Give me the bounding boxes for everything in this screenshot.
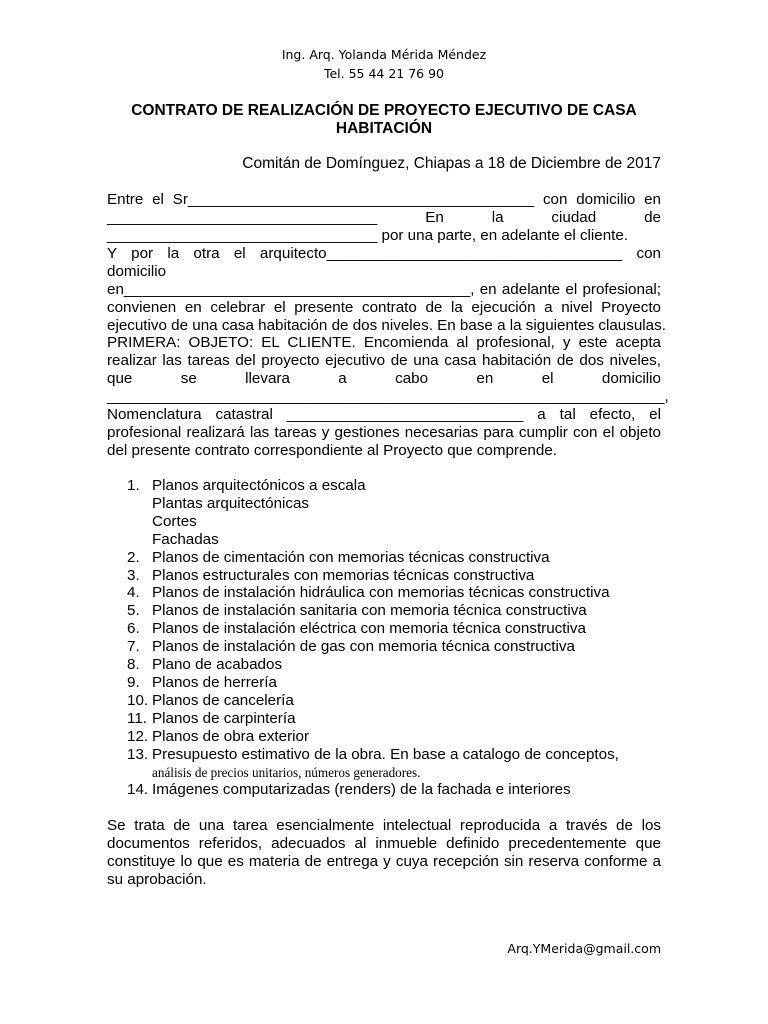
list-subitem: Fachadas bbox=[152, 530, 219, 548]
list-text: Planos de instalación sanitaria con memoria técnica constructiva bbox=[152, 602, 587, 620]
contact-email: Arq.YMerida@gmail.com bbox=[507, 941, 661, 956]
primera-line-2: realizar las tareas del proyecto ejecutivo de una casa habitación de dos niveles, bbox=[107, 352, 661, 369]
parties-line-7: ejecutivo de una casa habitación de dos niveles. En base a la siguientes clausulas. bbox=[107, 317, 666, 334]
list-text: Planos estructurales con memorias técnicas constructiva bbox=[152, 566, 535, 584]
primera-line-4: __________________________________________________________________, bbox=[107, 388, 669, 405]
clause-primera bbox=[107, 334, 669, 460]
list-number: 8. bbox=[127, 656, 140, 674]
list-item bbox=[107, 584, 661, 602]
list-number: 2. bbox=[127, 548, 140, 566]
title-line-2: HABITACIÓN bbox=[335, 120, 433, 137]
list-text: Plano de acabados bbox=[152, 656, 283, 674]
parties-line-5: en_________________________________________, en adelante el profesional; bbox=[107, 281, 661, 298]
list-number: 10. bbox=[127, 691, 149, 709]
list-text: Presupuesto estimativo de la obra. En base a catalogo de conceptos, bbox=[152, 745, 619, 763]
list-item bbox=[107, 674, 661, 692]
list-number: 12. bbox=[127, 727, 149, 745]
list-subitem: Cortes bbox=[152, 512, 197, 530]
list-item bbox=[107, 692, 661, 710]
list-text: Planos de instalación eléctrica con memoria técnica constructiva bbox=[152, 620, 586, 638]
list-number: 13. bbox=[127, 745, 149, 763]
parties-line-6: convienen en celebrar el presente contrato de la ejecución a nivel Proyecto bbox=[107, 299, 661, 316]
list-subitem: análisis de precios unitarios, números generadores. bbox=[152, 764, 421, 780]
deliverables-list bbox=[107, 477, 661, 799]
primera-line-6: profesional realizará las tareas y gestiones necesarias para cumplir con el objeto bbox=[107, 424, 661, 441]
list-number: 4. bbox=[127, 584, 140, 602]
list-item bbox=[107, 567, 661, 585]
list-text: Planos de cimentación con memorias técnicas constructiva bbox=[152, 548, 550, 566]
primera-line-7: del presente contrato correspondiente al Proyecto que comprende. bbox=[107, 442, 557, 459]
list-number: 14. bbox=[127, 781, 149, 799]
closing-paragraph: Se trata de una tarea esencialmente intelectual reproducida a través de los documentos referidos, adecuados al inmueble definido precedentemente que constituye lo que es materia de entrega y cuya recepción sin reserva conforme a su aprobación. bbox=[107, 817, 661, 888]
place-and-date: Comitán de Domínguez, Chiapas a 18 de Diciembre de 2017 bbox=[242, 155, 661, 172]
parties-line-2: ________________________________ En la ciudad de bbox=[107, 209, 661, 226]
primera-line-1: PRIMERA: OBJETO: EL CLIENTE. Encomienda al profesional, y este acepta bbox=[107, 334, 661, 351]
list-number: 11. bbox=[127, 709, 147, 727]
parties-line-4: Y por la otra el arquitecto___________________________________ con domicilio bbox=[107, 245, 661, 280]
list-text: Planos de carpintería bbox=[152, 709, 296, 727]
list-number: 6. bbox=[127, 620, 140, 638]
list-text: Planos de instalación de gas con memoria técnica constructiva bbox=[152, 638, 575, 656]
list-number: 5. bbox=[127, 602, 140, 620]
list-item bbox=[107, 746, 661, 764]
list-text: Planos de cancelería bbox=[152, 691, 294, 709]
primera-line-5: Nomenclatura catastral ____________________________ a tal efecto, el bbox=[107, 406, 661, 423]
letterhead bbox=[0, 45, 768, 83]
list-subitem: Plantas arquitectónicas bbox=[152, 494, 310, 512]
primera-line-3: que se llevara a cabo en el domicilio bbox=[107, 370, 661, 387]
contract-title bbox=[120, 102, 648, 138]
list-item bbox=[107, 477, 661, 495]
list-item bbox=[107, 638, 661, 656]
list-text: Imágenes computarizadas (renders) de la fachada e interiores bbox=[152, 781, 571, 799]
list-number: 9. bbox=[127, 673, 140, 691]
list-text: Planos de instalación hidráulica con memorias técnicas constructiva bbox=[152, 584, 610, 602]
list-number: 3. bbox=[127, 566, 140, 584]
title-line-1: CONTRATO DE REALIZACIÓN DE PROYECTO EJECUTIVO DE CASA bbox=[131, 102, 637, 119]
list-text: Planos de obra exterior bbox=[152, 727, 310, 745]
phone-number: Tel. 55 44 21 76 90 bbox=[323, 66, 445, 81]
list-item bbox=[107, 728, 661, 746]
list-item bbox=[107, 602, 661, 620]
list-text: Planos arquitectónicos a escala bbox=[152, 477, 366, 494]
architect-name: Ing. Arq. Yolanda Mérida Méndez bbox=[281, 47, 487, 62]
list-item bbox=[107, 620, 661, 638]
list-number: 1. bbox=[127, 477, 140, 494]
list-item bbox=[107, 710, 661, 728]
parties-line-3: ________________________________ por una parte, en adelante el cliente. bbox=[107, 227, 629, 244]
list-number: 7. bbox=[127, 638, 140, 656]
list-item bbox=[107, 781, 661, 799]
parties-paragraph bbox=[107, 191, 666, 335]
list-item bbox=[107, 549, 661, 567]
list-text: Planos de herrería bbox=[152, 673, 277, 691]
parties-line-1: Entre el Sr_________________________________________ con domicilio en bbox=[107, 191, 661, 208]
list-item bbox=[107, 656, 661, 674]
